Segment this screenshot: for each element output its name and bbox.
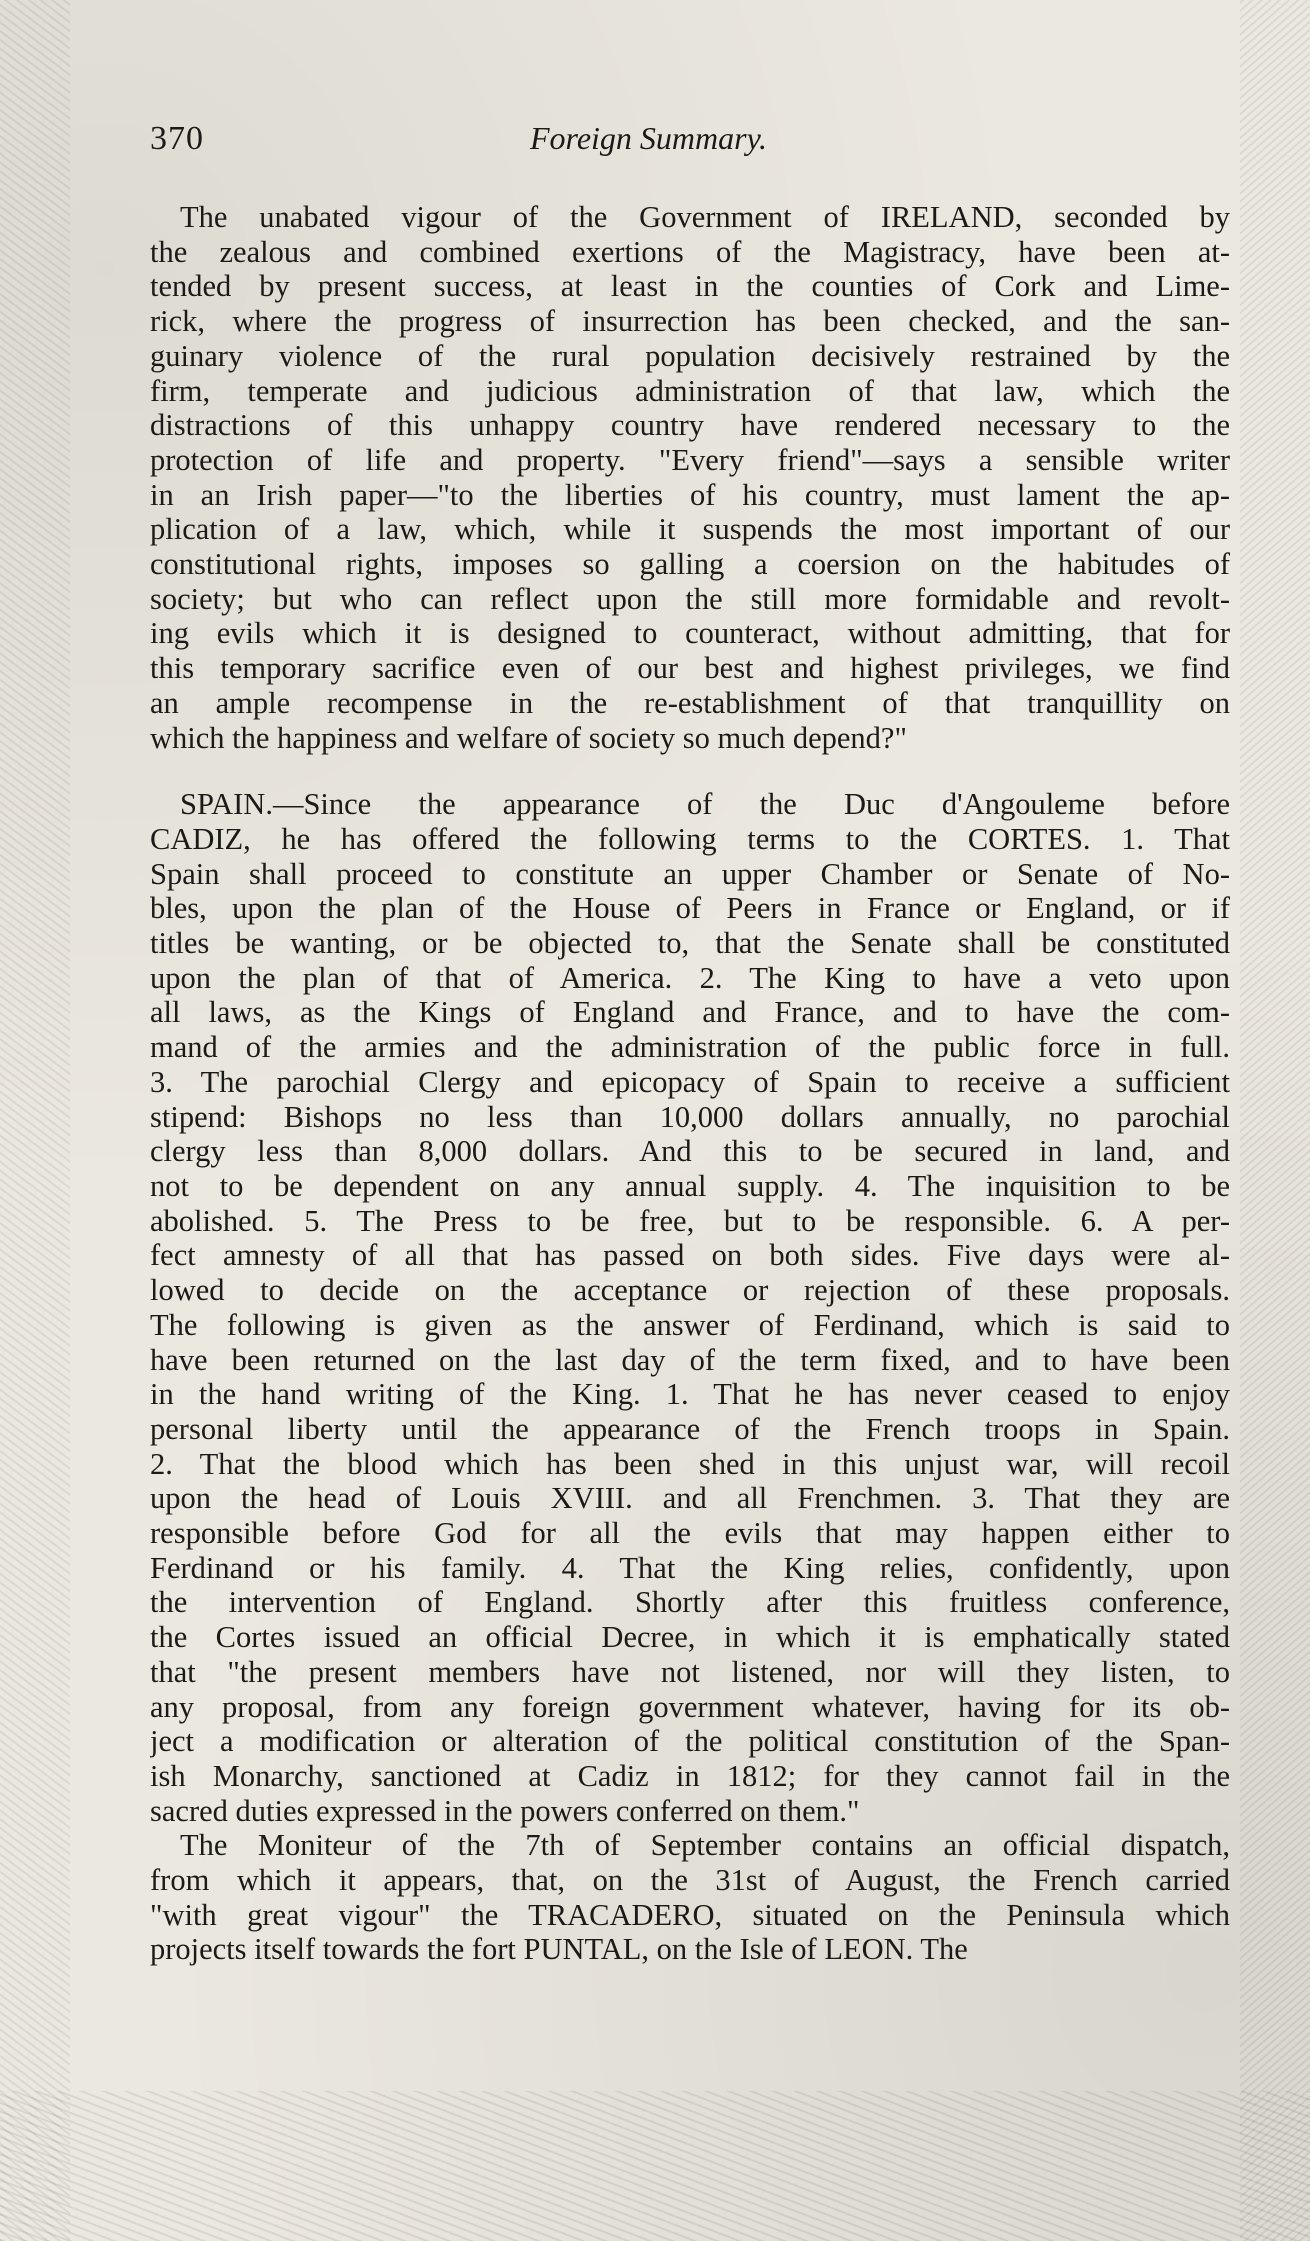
text-line: Spain shall proceed to constitute an upper Chamber or Senate of No- [150,856,1230,891]
text-line: in an Irish paper—"to the liberties of his country, must lament the ap- [150,477,1230,512]
text-line: titles be wanting, or be objected to, that the Senate shall be constituted [150,926,1230,961]
text-line: upon the head of Louis XVIII. and all Frenchmen. 3. That they are [150,1481,1230,1516]
text-line: protection of life and property. "Every friend"—says a sensible writer [150,442,1230,477]
text-line: projects itself towards the fort PUNTAL, on the Isle of LEON. The [150,1932,968,1967]
text-line: ing evils which it is designed to counteract, without admitting, that for [150,616,1230,651]
text-line: stipend: Bishops no less than 10,000 dollars annually, no parochial [150,1099,1230,1134]
text-line: mand of the armies and the administration of the public force in full. [150,1030,1230,1065]
paragraph-spain [150,787,1230,1828]
page-edge-bottom-noise [0,2091,1310,2241]
text-line: personal liberty until the appearance of the French troops in Spain. [150,1411,1230,1446]
text-line: 2. That the blood which has been shed in this unjust war, will recoil [150,1446,1230,1481]
paragraph-moniteur [150,1828,1230,1967]
running-head: Foreign Summary. [530,120,768,156]
text-line: have been returned on the last day of the term fixed, and to have been [150,1342,1230,1377]
page-number: 370 [150,120,204,157]
text-line: plication of a law, which, while it suspends the most important of our [150,512,1230,547]
text-line: responsible before God for all the evils that may happen either to [150,1516,1230,1551]
text-line: ject a modification or alteration of the political constitution of the Span- [150,1724,1230,1759]
text-line: upon the plan of that of America. 2. The King to have a veto upon [150,960,1230,995]
text-line: "with great vigour" the TRACADERO, situated on the Peninsula which [150,1897,1230,1932]
text-line: bles, upon the plan of the House of Peers in France or England, or if [150,891,1230,926]
text-line: CADIZ, he has offered the following terms to the CORTES. 1. That [150,821,1230,856]
text-line: SPAIN.—Since the appearance of the Duc d'Angouleme before [180,787,1230,822]
text-line: The following is given as the answer of Ferdinand, which is said to [150,1307,1230,1342]
text-line: from which it appears, that, on the 31st of August, the French carried [150,1863,1230,1898]
text-line: the zealous and combined exertions of the Magistracy, have been at- [150,234,1230,269]
text-line: ish Monarchy, sanctioned at Cadiz in 1812; for they cannot fail in the [150,1758,1230,1793]
text-line: the Cortes issued an official Decree, in which it is emphatically stated [150,1620,1230,1655]
text-line: this temporary sacrifice even of our best and highest privileges, we find [150,651,1230,686]
text-line: firm, temperate and judicious administration of that law, which the [150,373,1230,408]
text-line: fect amnesty of all that has passed on both sides. Five days were al- [150,1238,1230,1273]
text-line: which the happiness and welfare of society so much depend?" [150,720,907,755]
text-line: constitutional rights, imposes so galling a coersion on the habitudes of [150,547,1230,582]
text-line: all laws, as the Kings of England and France, and to have the com- [150,995,1230,1030]
text-line: sacred duties expressed in the powers conferred on them." [150,1793,860,1828]
text-line: clergy less than 8,000 dollars. And this to be secured in land, and [150,1134,1230,1169]
body-text [150,200,1230,1967]
text-line: lowed to decide on the acceptance or rejection of these proposals. [150,1273,1230,1308]
text-line: abolished. 5. The Press to be free, but to be responsible. 6. A per- [150,1203,1230,1238]
text-line: Ferdinand or his family. 4. That the King relies, confidently, upon [150,1550,1230,1585]
text-line: guinary violence of the rural population decisively restrained by the [150,338,1230,373]
text-line: The unabated vigour of the Government of IRELAND, seconded by [180,200,1230,234]
page-header [150,120,1230,160]
paragraph-ireland [150,200,1230,755]
text-line: any proposal, from any foreign government whatever, having for its ob- [150,1689,1230,1724]
text-line: that "the present members have not listened, nor will they listen, to [150,1654,1230,1689]
text-line: an ample recompense in the re-establishment of that tranquillity on [150,685,1230,720]
text-line: the intervention of England. Shortly after this fruitless conference, [150,1585,1230,1620]
text-line: not to be dependent on any annual supply. 4. The inquisition to be [150,1168,1230,1203]
page-edge-right-noise [1240,0,1310,2241]
text-line: in the hand writing of the King. 1. That he has never ceased to enjoy [150,1377,1230,1412]
text-line: tended by present success, at least in the counties of Cork and Lime- [150,269,1230,304]
text-line: distractions of this unhappy country have rendered necessary to the [150,408,1230,443]
page-edge-left-noise [0,0,70,2241]
text-line: society; but who can reflect upon the still more formidable and revolt- [150,581,1230,616]
text-line: 3. The parochial Clergy and epicopacy of Spain to receive a sufficient [150,1064,1230,1099]
text-line: rick, where the progress of insurrection has been checked, and the san- [150,304,1230,339]
text-line: The Moniteur of the 7th of September contains an official dispatch, [180,1828,1230,1863]
paragraph-gap [150,755,1230,787]
